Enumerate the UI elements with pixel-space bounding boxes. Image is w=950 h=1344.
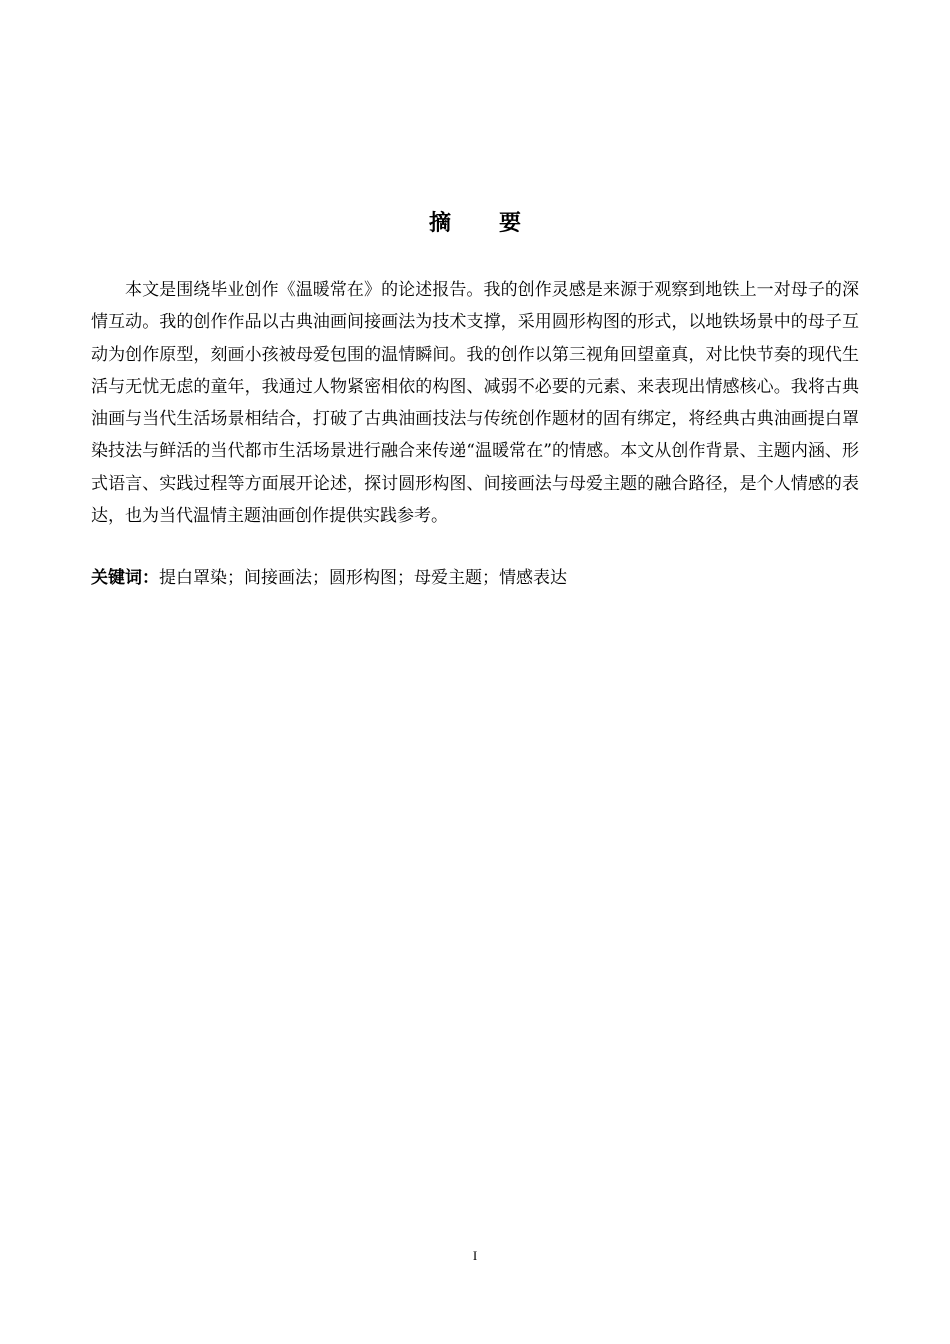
abstract-body: 本文是围绕毕业创作《温暖常在》的论述报告。我的创作灵感是来源于观察到地铁上一对母子的深情互动。我的创作作品以古典油画间接画法为技术支撑，采用圆形构图的形式，以地铁场景中的母子互动为创作原型，刻画小孩被母爱包围的温情瞬间。我的创作以第三视角回望童真，对比快节奏的现代生活与无忧无虑的童年，我通过人物紧密相依的构图、减弱不必要的元素、来表现出情感核心。我将古典油画与当代生活场景相结合，打破了古典油画技法与传统创作题材的固有绑定，将经典古典油画提白罩染技法与鲜活的当代都市生活场景进行融合来传递“温暖常在”的情感。本文从创作背景、主题内涵、形式语言、实践过程等方面展开论述，探讨圆形构图、间接画法与母爱主题的融合路径，是个人情感的表达，也为当代温情主题油画创作提供实践参考。: [91, 280, 859, 527]
keywords-line: [91, 562, 859, 594]
keywords-label: 关键词：: [91, 568, 159, 588]
keywords-list: 提白罩染；间接画法；圆形构图；母爱主题；情感表达: [159, 568, 567, 588]
abstract-title: 摘要: [428, 211, 569, 236]
page-number: I: [472, 1248, 478, 1263]
